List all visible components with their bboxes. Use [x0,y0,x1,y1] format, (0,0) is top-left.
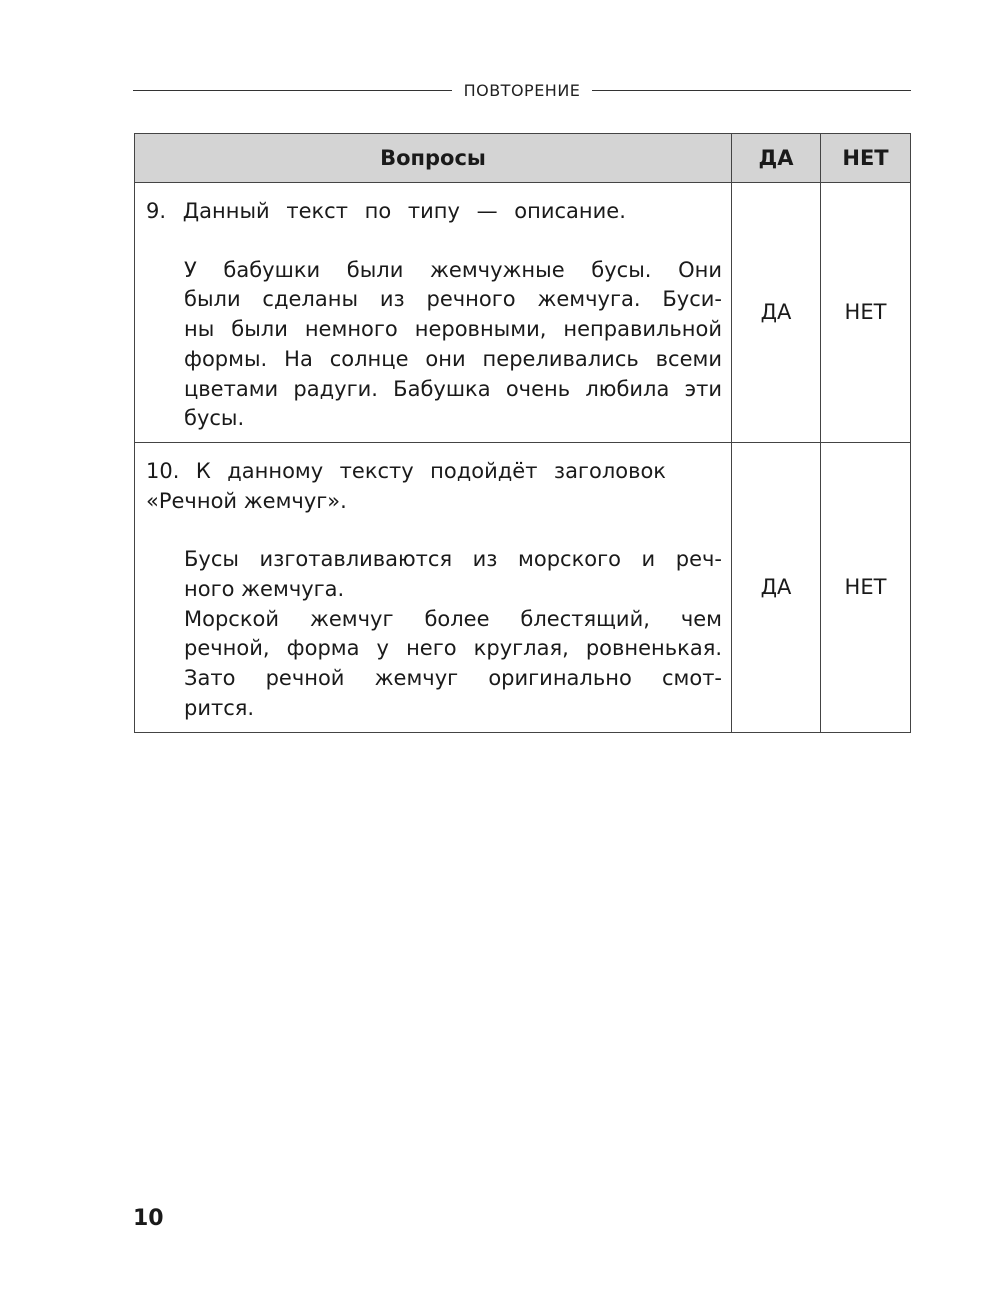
text-line: ны были немного неровными, неправильной [184,317,722,342]
text-line: Морской жемчуг более блестящий, чем [184,606,722,631]
text-line: У бабушки были жемчужные бусы. Они [184,257,722,282]
column-header-questions: Вопросы [135,134,732,183]
text-line: цветами радуги. Бабушка очень любила эти [184,376,722,401]
question-10-text [184,545,722,723]
table-header-row [135,134,911,183]
question-cell-10 [135,442,732,732]
question-cell-9 [135,183,732,443]
text-line: были сделаны из речного жемчуга. Буси- [184,287,722,312]
questions-table [134,133,911,733]
text-line: речной, форма у него круглая, ровненькая. [184,636,722,661]
text-line: формы. На солнце они переливались всеми [184,346,722,371]
header-rule-left [133,90,452,91]
statement-line: «Речной жемчуг». [146,488,347,513]
page-number: 10 [133,1206,164,1231]
section-header [133,78,911,102]
table-row [135,183,911,443]
table-row [135,442,911,732]
answer-yes-10[interactable]: ДА [732,442,821,732]
question-10-statement [146,457,722,516]
answer-no-10[interactable]: НЕТ [821,442,911,732]
text-line: рится. [184,695,255,720]
answer-no-9[interactable]: НЕТ [821,183,911,443]
statement-line: 10. К данному тексту подойдёт заголовок [146,458,666,483]
text-line: ного жемчуга. [184,577,345,602]
header-rule-right [592,90,911,91]
text-line: Зато речной жемчуг оригинально смот- [184,666,722,691]
text-line: бусы. [184,406,245,431]
section-title: ПОВТОРЕНИЕ [463,80,581,100]
answer-yes-9[interactable]: ДА [732,183,821,443]
text-line: Бусы изготавливаются из морского и реч- [184,547,722,572]
column-header-no: НЕТ [821,134,911,183]
column-header-yes: ДА [732,134,821,183]
question-9-statement: 9. Данный текст по типу — описание. [146,199,626,223]
question-9-text [184,256,722,434]
